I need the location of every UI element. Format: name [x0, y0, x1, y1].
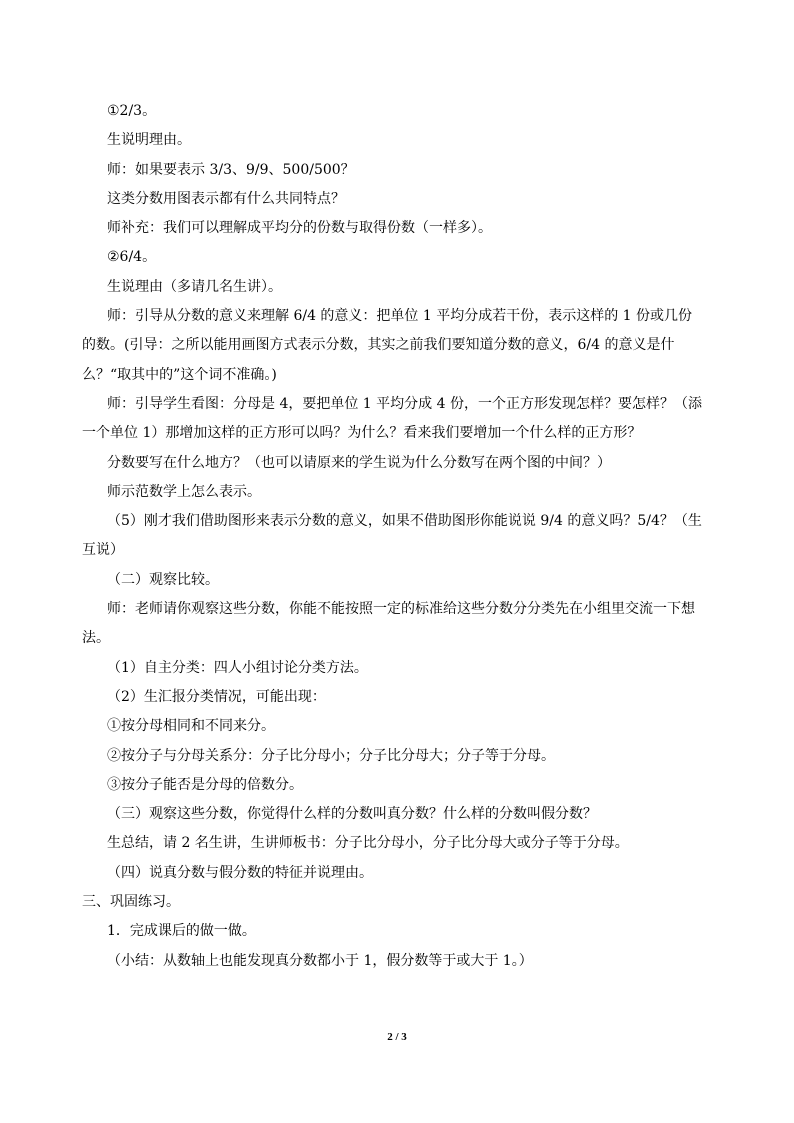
- document-body: [82, 97, 702, 976]
- section-heading: 三、巩固练习。: [82, 894, 180, 911]
- paragraph: （1）自主分类：四人小组讨论分类方法。: [107, 659, 368, 676]
- paragraph: 生总结，请 2 名生讲，生讲师板书：分子比分母小，分子比分母大或分子等于分母。: [107, 835, 629, 852]
- paragraph: （小结：从数轴上也能发现真分数都小于 1，假分数等于或大于 1。）: [107, 952, 533, 969]
- paragraph: （三）观察这些分数，你觉得什么样的分数叫真分数？什么样的分数叫假分数？: [107, 806, 597, 823]
- paragraph: ③按分子能否是分母的倍数分。: [107, 776, 303, 793]
- paragraph: 师补充：我们可以理解成平均分的份数与取得份数（一样多）。: [107, 220, 492, 237]
- paragraph: 1．完成课后的做一做。: [107, 923, 256, 940]
- paragraph: 这类分数用图表示都有什么共同特点？: [107, 190, 345, 207]
- paragraph: 师：引导学生看图：分母是 4，要把单位 1 平均分成 4 份，一个正方形发现怎样？要怎样？（添一个单位 1）那增加这样的正方形可以吗？为什么？看来我们要增加一个什么样的正方形？: [82, 395, 702, 442]
- paragraph: 师：如果要表示 3/3、9/9、500/500？: [107, 161, 355, 178]
- paragraph: ②按分子与分母关系分：分子比分母小；分子比分母大；分子等于分母。: [107, 747, 555, 764]
- paragraph: （2）生汇报分类情况，可能出现：: [107, 688, 326, 705]
- paragraph: 师：老师请你观察这些分数，你能不能按照一定的标准给这些分数分分类先在小组里交流一下想法。: [82, 601, 695, 647]
- page-number: 2 / 3: [387, 1031, 407, 1043]
- paragraph: （二）观察比较。: [107, 571, 219, 588]
- paragraph: ①2/3。: [107, 103, 157, 119]
- paragraph: （5）刚才我们借助图形来表示分数的意义，如果不借助图形你能说说 9/4 的意义吗？5/4？（生互说）: [82, 513, 702, 559]
- paragraph: 师：引导从分数的意义来理解 6/4 的意义：把单位 1 平均分成若干份，表示这样的 1 份或几份的数。(引导：之所以能用画图方式表示分数，其实之前我们要知道分数的意义，6/4 的意义是什么？“取其中的”这个词不准确。): [82, 308, 693, 383]
- paragraph: 生说明理由。: [107, 132, 191, 149]
- paragraph: ②6/4。: [107, 249, 157, 266]
- paragraph: （四）说真分数与假分数的特征并说理由。: [107, 864, 373, 881]
- paragraph: 师示范数学上怎么表示。: [107, 483, 261, 500]
- paragraph: 生说理由（多请几名生讲）。: [107, 278, 282, 295]
- paragraph: ①按分母相同和不同来分。: [107, 718, 275, 735]
- paragraph: 分数要写在什么地方？（也可以请原来的学生说为什么分数写在两个图的中间？）: [107, 454, 611, 471]
